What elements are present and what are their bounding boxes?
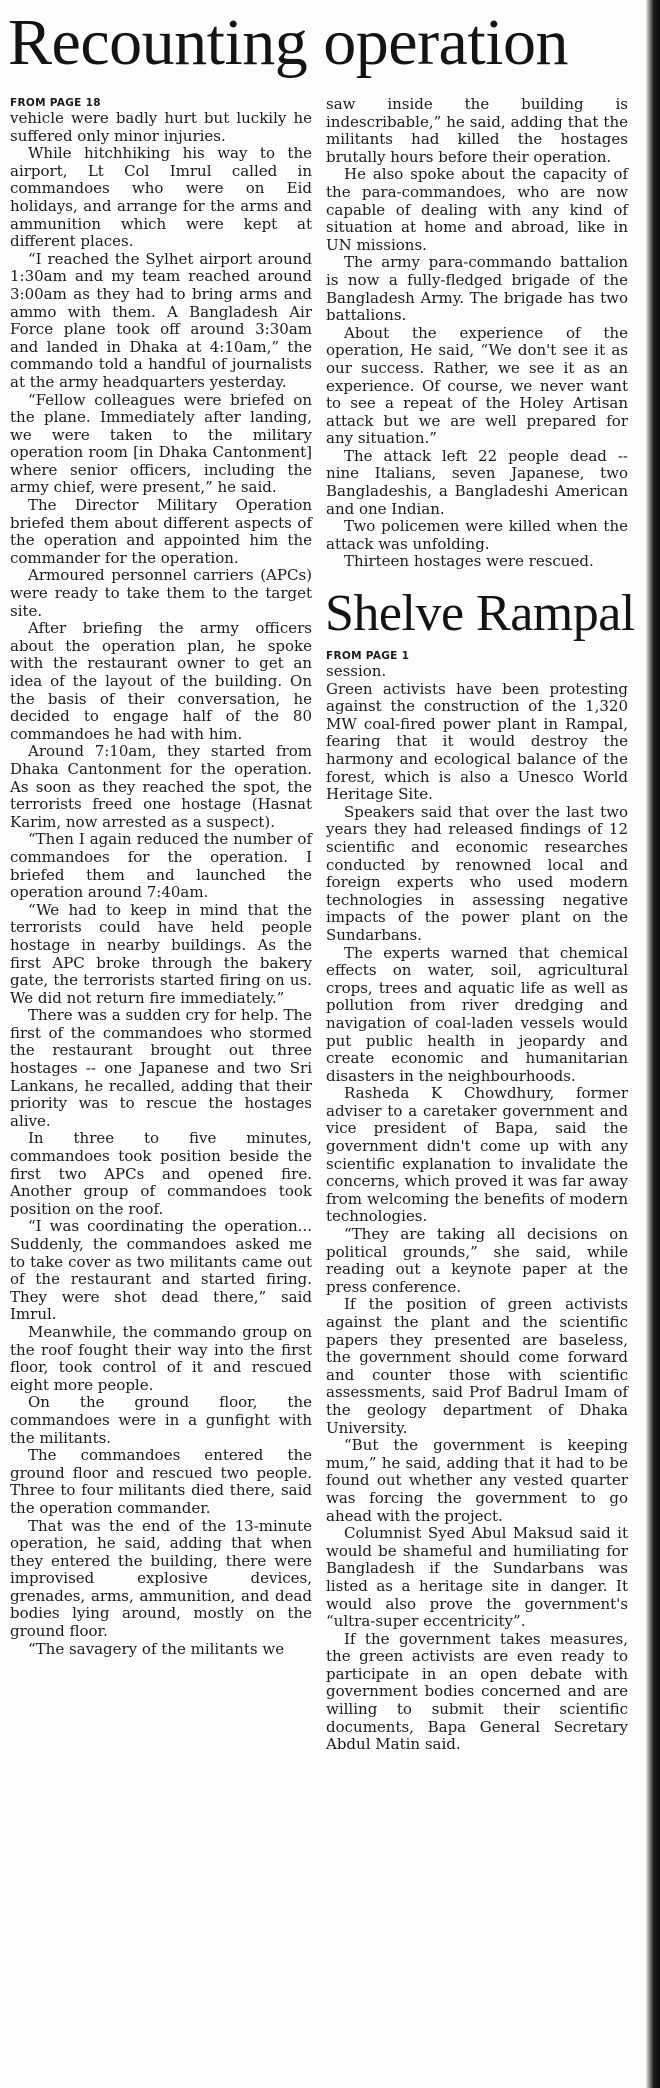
story1-paragraph: “We had to keep in mind that the terrorists could have held people hostage in nearby buildings. As the first APC broke through the bakery gate, the terrorists started firing on us. We did not return fire immediately.”: [10, 900, 312, 1007]
story1-paragraph: On the ground floor, the commandoes were in a gunfight with the militants.: [10, 1393, 312, 1447]
story1-paragraph: Armoured personnel carriers (APCs) were ready to take them to the target site.: [10, 566, 312, 620]
story2-paragraph: “They are taking all decisions on political grounds,” she said, while reading out a keynote paper at the press conference.: [326, 1225, 628, 1296]
story1-paragraph: “The savagery of the militants we: [28, 1639, 285, 1658]
story1-paragraph: “I reached the Sylhet airport around 1:30am and my team reached around 3:00am as they had to bring arms and ammo with them. A Bangladesh Air Force plane took off around 3:30am and landed in Dhaka at 4:10am,” the commando told a handful of journalists at the army headquarters yesterday.: [10, 249, 312, 391]
story1-paragraph: After briefing the army officers about the operation plan, he spoke with the restaurant owner to get an idea of the layout of the building. On the basis of their conversation, he decided to engage half of the 80 commandoes he had with him.: [10, 619, 312, 743]
story2-paragraph: Green activists have been protesting against the construction of the 1,320 MW coal-fired power plant in Rampal, fearing that it would destroy the harmony and ecological balance of the forest, which is also a Unesco World Heritage Site.: [326, 679, 628, 804]
story1-paragraph: Meanwhile, the commando group on the roof fought their way into the first floor, took control of it and rescued eight more people.: [10, 1322, 312, 1394]
story1-paragraph: “Fellow colleagues were briefed on the plane. Immediately after landing, we were taken to the military operation room [in Dhaka Cantonment] where senior officers, including the army chief, were present,” he said.: [10, 390, 312, 497]
page-edge-shadow: [646, 0, 660, 2088]
story1-paragraph: Thirteen hostages were rescued.: [344, 552, 594, 571]
story1-paragraph: The Director Military Operation briefed them about different aspects of the operation and appointed him the commander for the operation.: [10, 496, 312, 567]
story1-paragraph: The attack left 22 people dead -- nine Italians, seven Japanese, two Bangladeshis, a Bangladeshi American and one Indian.: [326, 446, 628, 518]
story1-paragraph: He also spoke about the capacity of the para-commandoes, who are now capable of dealing with any kind of situation at home and abroad, like in UN missions.: [326, 165, 628, 254]
story2-paragraph: Rasheda K Chowdhury, former adviser to a caretaker government and vice president of Bapa, said the government didn't come up with any scientific explanation to invalidate the concerns, which proved it was far away from welcoming the benefits of modern technologies.: [326, 1084, 628, 1226]
story1-paragraph: While hitchhiking his way to the airport, Lt Col Imrul called in commandoes who were on Eid holidays, and arrange for the arms and ammunition which were kept at different places.: [10, 144, 312, 251]
story1-paragraph: Two policemen were killed when the attack was unfolding.: [326, 517, 628, 553]
story1-paragraph: vehicle were badly hurt but luckily he suffered only minor injuries.: [10, 109, 312, 145]
story1-paragraph: The army para-commando battalion is now a fully-fledged brigade of the Bangladesh Army. The brigade has two battalions.: [326, 253, 628, 325]
right-column: [325, 95, 635, 1754]
story1-paragraph: In three to five minutes, commandoes took position beside the first two APCs and opened fire. Another group of commandoes took position on the roof.: [10, 1129, 312, 1218]
jump-line-story2: FROM PAGE 1: [326, 650, 410, 663]
story2-paragraph: The experts warned that chemical effects on water, soil, agricultural crops, trees and aquatic life as well as pollution from river dredging and navigation of coal-laden vessels would put public health in jeopardy and create economic and humanitarian disasters in the neighbourhoods.: [326, 943, 628, 1085]
jump-line-story1: FROM PAGE 18: [10, 97, 101, 109]
story1-left-column: [10, 96, 312, 1658]
story1-paragraph: The commandoes entered the ground floor and rescued two people. Three to four militants died there, said the operation commander.: [10, 1446, 312, 1517]
story2-paragraph: Speakers said that over the last two years they had released findings of 12 scientific and economic researches conducted by renowned local and foreign experts who used modern technologies in assessing negative impacts of the power plant on the Sundarbans.: [326, 802, 628, 944]
story2-paragraph: If the position of green activists against the plant and the scientific papers they presented are baseless, the government should come forward and counter those with scientific assessments, said Prof Badrul Imam of the geology department of Dhaka University.: [326, 1295, 628, 1437]
story2-paragraph: If the government takes measures, the green activists are even ready to participate in an open debate with government bodies concerned and are willing to submit their scientific documents, Bapa General Secretary Abdul Matin said.: [326, 1629, 628, 1754]
headline-recounting-operation: Recounting operation: [8, 6, 569, 79]
story1-paragraph: saw inside the building is indescribable,” he said, adding that the militants had killed the hostages brutally hours before their operation.: [326, 95, 628, 166]
story2-paragraph: Columnist Syed Abul Maksud said it would be shameful and humiliating for Bangladesh if the Sundarbans was listed as a heritage site in danger. It would also prove the government's “ultra-super eccentricity”.: [326, 1524, 628, 1631]
story2-paragraph: session.: [326, 662, 387, 681]
story1-paragraph: That was the end of the 13-minute operation, he said, adding that when they entered the building, there were improvised explosive devices, grenades, arms, ammunition, and dead bodies lying around, mostly on the ground floor.: [10, 1516, 312, 1641]
headline-shelve-rampal: Shelve Rampal: [325, 585, 635, 643]
story1-paragraph: About the experience of the operation, He said, “We don't see it as our success. Rather, we see it as an experience. Of course, we never want to see a repeat of the Holey Artisan attack but we are well prepared for any situation.”: [326, 323, 628, 448]
story1-paragraph: “I was coordinating the operation... Suddenly, the commandoes asked me to take cover as two militants came out of the restaurant and started firing. They were shot dead there,” said Imrul.: [10, 1217, 312, 1324]
story2-paragraph: “But the government is keeping mum,” he said, adding that it had to be found out whether any vested quarter was forcing the government to go ahead with the project.: [326, 1436, 628, 1525]
story1-paragraph: “Then I again reduced the number of commandoes for the operation. I briefed them and launched the operation around 7:40am.: [10, 830, 312, 902]
story1-paragraph: Around 7:10am, they started from Dhaka Cantonment for the operation. As soon as they reached the spot, the terrorists freed one hostage (Hasnat Karim, now arrested as a suspect).: [10, 742, 312, 831]
story1-paragraph: There was a sudden cry for help. The first of the commandoes who stormed the restaurant brought out three hostages -- one Japanese and two Sri Lankans, he recalled, adding that their priority was to rescue the hostages alive.: [10, 1006, 312, 1130]
